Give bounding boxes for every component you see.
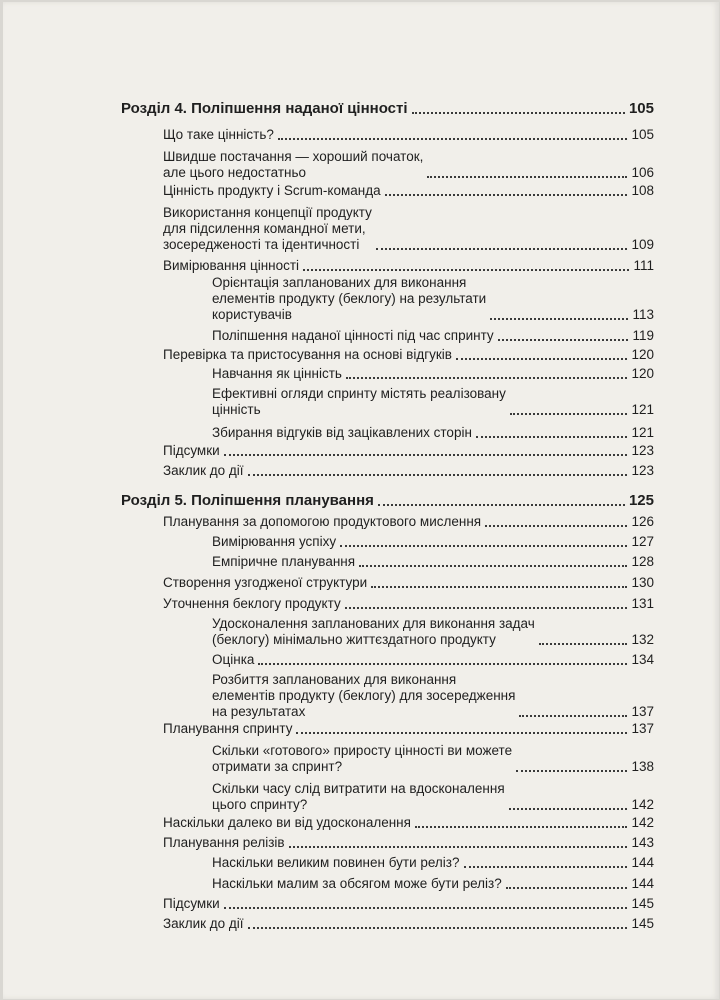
toc-page-number: 105 <box>631 127 654 142</box>
dot-leader <box>516 770 627 772</box>
toc-entry <box>212 275 654 323</box>
toc-page-number: 137 <box>631 704 654 719</box>
toc-page-number: 125 <box>628 492 654 509</box>
toc-entry-title: Скільки часу слід витратити на вдосконалення цього спринту? <box>212 781 505 812</box>
toc-entry <box>163 347 654 363</box>
toc-entry-title: Планування за допомогою продуктового мислення <box>163 514 482 529</box>
toc-page-number: 130 <box>631 575 654 590</box>
toc-page-number: 113 <box>632 307 654 322</box>
toc-entry-title: Планування спринту <box>163 721 293 736</box>
toc-entry <box>163 896 654 912</box>
toc-page-number: 109 <box>631 237 654 252</box>
toc-page-number: 142 <box>631 797 654 812</box>
toc-entry-title: Використання концепції продукту для підсилення командної мети, зосередженості та ідентичності <box>163 205 372 252</box>
toc-entry <box>163 205 654 253</box>
toc-entry-title: Ефективні огляди спринту містять реалізовану цінність <box>212 386 506 417</box>
toc-entry <box>163 149 654 181</box>
toc-entry-title: Заклик до дії <box>163 463 244 478</box>
toc-page-number: 131 <box>631 596 654 611</box>
toc-page-number: 144 <box>631 855 654 870</box>
toc-page-number: 123 <box>631 463 654 478</box>
toc-chapter-entry <box>121 492 654 510</box>
dot-leader <box>464 866 628 868</box>
dot-leader <box>258 663 627 665</box>
dot-leader <box>510 413 628 415</box>
toc-page-number: 137 <box>631 721 654 736</box>
toc-page-number: 123 <box>631 443 654 458</box>
toc-page-number: 126 <box>631 514 654 529</box>
dot-leader <box>340 545 627 547</box>
toc-entry-title: Планування релізів <box>163 835 285 850</box>
toc-entry <box>163 596 654 612</box>
toc-page-number: 142 <box>631 815 654 830</box>
dot-leader <box>378 504 625 506</box>
toc-entry-title: Наскільки далеко ви від удосконалення <box>163 815 411 830</box>
toc-entry <box>163 258 654 274</box>
toc-page-number: 121 <box>631 425 654 440</box>
toc-entry-title: Вимірювання успіху <box>212 534 337 549</box>
toc-page-number: 127 <box>631 534 654 549</box>
toc-entry <box>212 743 654 775</box>
dot-leader <box>519 715 627 717</box>
toc-entry <box>212 876 654 892</box>
toc-entry <box>163 443 654 459</box>
toc-entry-title: Вимірювання цінності <box>163 258 300 273</box>
toc-entry-title: Орієнтація запланованих для виконання елементів продукту (беклогу) на результати користувачів <box>212 275 487 322</box>
toc-entry <box>212 366 654 382</box>
toc-page-number: 143 <box>631 835 654 850</box>
toc-entry <box>163 815 654 831</box>
toc-entry-title: Поліпшення наданої цінності під час спринту <box>212 328 494 343</box>
toc-entry-title: Наскільки великим повинен бути реліз? <box>212 855 460 870</box>
toc-entry <box>212 534 654 550</box>
toc-entry-title: Удосконалення запланованих для виконання задач (беклогу) мінімально життєздатного продукту <box>212 616 535 647</box>
toc-entry-title: Заклик до дії <box>163 916 244 931</box>
toc-page-number: 134 <box>631 652 654 667</box>
toc-page-number: 106 <box>631 165 654 180</box>
toc-entry <box>163 183 654 199</box>
toc-entry <box>212 328 654 344</box>
toc-page-number: 111 <box>633 258 654 273</box>
dot-leader <box>385 194 628 196</box>
dot-leader <box>490 318 628 320</box>
toc-entry <box>163 721 654 737</box>
toc-entry-title: Навчання як цінність <box>212 366 342 381</box>
toc-entry-title: Підсумки <box>163 896 220 911</box>
toc-entry <box>212 652 654 668</box>
dot-leader <box>296 732 627 734</box>
toc-entry-title: Підсумки <box>163 443 220 458</box>
toc-page-number: 138 <box>631 759 654 774</box>
toc-page-number: 120 <box>631 347 654 362</box>
toc-entry <box>163 514 654 530</box>
dot-leader <box>371 586 627 588</box>
toc-page-number: 145 <box>631 916 654 931</box>
dot-leader <box>415 826 628 828</box>
toc-entry <box>212 616 654 648</box>
toc-entry <box>163 916 654 932</box>
toc-entry <box>163 127 654 143</box>
dot-leader <box>303 269 629 271</box>
toc-page-number: 128 <box>631 554 654 569</box>
toc-page-number: 132 <box>631 632 654 647</box>
toc-page-number: 119 <box>632 328 654 343</box>
toc-entry-title: Оцінка <box>212 652 255 667</box>
dot-leader <box>412 112 625 114</box>
toc-entry-title: Перевірка та пристосування на основі відгуків <box>163 347 452 362</box>
dot-leader <box>456 358 628 360</box>
dot-leader <box>509 808 628 810</box>
toc-entry-title: Збирання відгуків від зацікавлених сторін <box>212 425 472 440</box>
toc-entry <box>212 672 654 720</box>
toc-entry-title: Цінність продукту і Scrum-команда <box>163 183 381 198</box>
dot-leader <box>427 176 627 178</box>
book-page <box>3 2 719 999</box>
dot-leader <box>476 436 628 438</box>
toc-page-number: 120 <box>631 366 654 381</box>
dot-leader <box>224 907 628 909</box>
dot-leader <box>506 887 628 889</box>
dot-leader <box>485 525 627 527</box>
toc-entry-title: Емпіричне планування <box>212 554 356 569</box>
toc-page-number: 145 <box>631 896 654 911</box>
toc-entry-title: Наскільки малим за обсягом може бути реліз? <box>212 876 502 891</box>
dot-leader <box>359 565 627 567</box>
dot-leader <box>345 607 628 609</box>
toc-entry <box>212 386 654 418</box>
toc-entry <box>212 554 654 570</box>
toc-page-number: 105 <box>628 100 654 117</box>
toc-entry-title: Створення узгодженої структури <box>163 575 368 590</box>
toc-page-number: 121 <box>631 402 654 417</box>
toc-entry <box>163 463 654 479</box>
toc-chapter-entry <box>121 100 654 118</box>
dot-leader <box>346 377 628 379</box>
toc-entry <box>212 855 654 871</box>
toc-entry-title: Розбиття запланованих для виконання елементів продукту (беклогу) для зосередження на результатах <box>212 672 516 719</box>
toc-entry-title: Розділ 5. Поліпшення планування <box>121 492 374 509</box>
toc-entry <box>163 575 654 591</box>
toc-entry <box>163 835 654 851</box>
toc-entry-title: Що таке цінність? <box>163 127 274 142</box>
dot-leader <box>376 248 628 250</box>
toc-entry-title: Скільки «готового» приросту цінності ви можете отримати за спринт? <box>212 743 513 774</box>
toc-entry <box>212 425 654 441</box>
dot-leader <box>289 846 628 848</box>
toc-entry-title: Уточнення беклогу продукту <box>163 596 341 611</box>
toc-page-number: 144 <box>631 876 654 891</box>
toc-page-number: 108 <box>631 183 654 198</box>
dot-leader <box>539 643 628 645</box>
dot-leader <box>498 339 629 341</box>
toc-entry-title: Розділ 4. Поліпшення наданої цінності <box>121 100 408 117</box>
dot-leader <box>248 927 628 929</box>
toc-entry <box>212 781 654 813</box>
dot-leader <box>278 138 628 140</box>
dot-leader <box>224 454 628 456</box>
toc-entry-title: Швидше постачання — хороший початок, але цього недостатньо <box>163 149 424 180</box>
dot-leader <box>248 474 628 476</box>
